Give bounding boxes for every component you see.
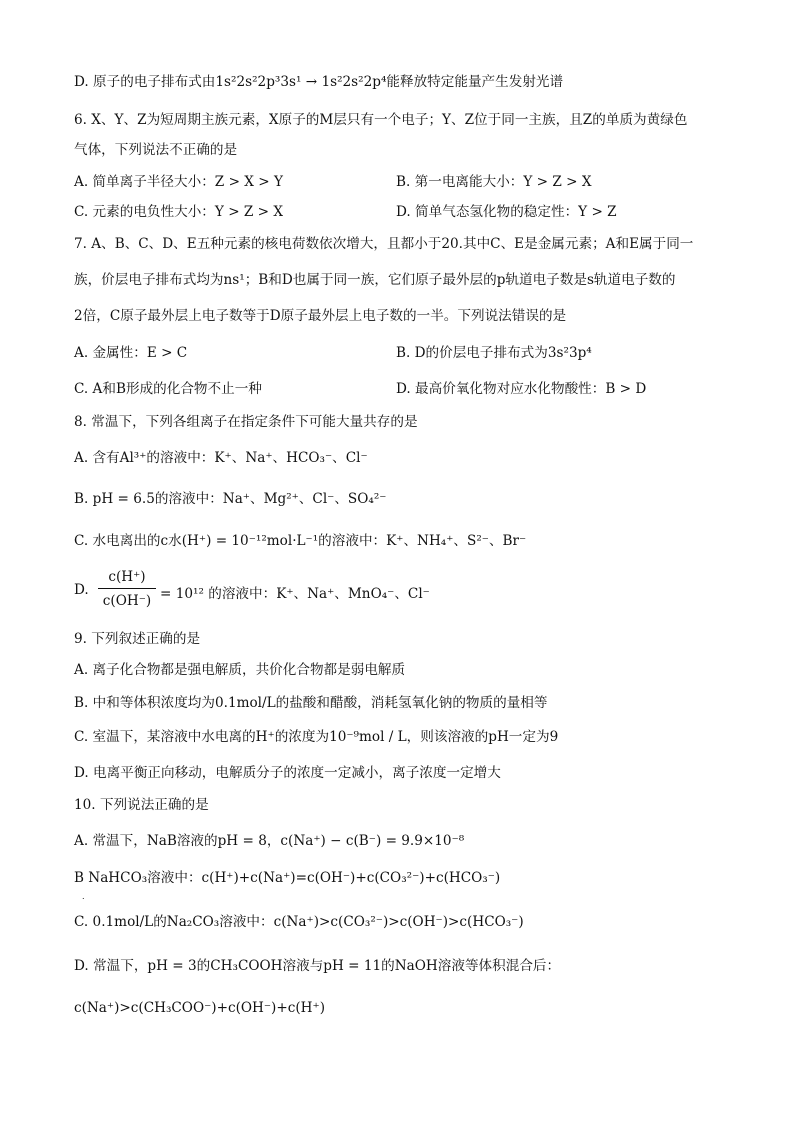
fraction <box>98 566 156 613</box>
option-10-d-cont: c(Na⁺)>c(CH₃COO⁻)+c(OH⁻)+c(H⁺) <box>74 1000 325 1016</box>
option-8-d-text: = 10¹² 的溶液中：K⁺、Na⁺、MnO₄⁻、Cl⁻ <box>160 586 430 602</box>
option-10-c: C. 0.1mol/L的Na₂CO₃溶液中：c(Na⁺)>c(CO₃²⁻)>c(OH⁻)>c(HCO₃⁻) <box>74 914 524 930</box>
question-6-stem: 6. X、Y、Z为短周期主族元素，X原子的M层只有一个电子；Y、Z位于同一主族，且Z的单质为黄绿色 <box>74 112 688 128</box>
option-10-b: B NaHCO₃溶液中：c(H⁺)+c(Na⁺)=c(OH⁻)+c(CO₃²⁻)+c(HCO₃⁻) <box>74 870 501 886</box>
question-9-stem: 9. 下列叙述正确的是 <box>74 631 201 647</box>
option-8-b: B. pH = 6.5的溶液中：Na⁺、Mg²⁺、Cl⁻、SO₄²⁻ <box>74 491 387 507</box>
question-7-stem: 7. A、B、C、D、E五种元素的核电荷数依次增大，且都小于20.其中C、E是金属元素；A和E属于同一 <box>74 236 694 252</box>
option-8-c: C. 水电离出的c水(H⁺) = 10⁻¹²mol·L⁻¹的溶液中：K⁺、NH₄⁺、S²⁻、Br⁻ <box>74 533 527 549</box>
option-7-c: C. A和B形成的化合物不止一种 <box>74 381 262 397</box>
option-6-a: A. 简单离子半径大小：Z > X > Y <box>74 174 283 190</box>
option-6-b: B. 第一电离能大小：Y > Z > X <box>396 174 592 190</box>
option-7-d: D. 最高价氧化物对应水化物酸性：B > D <box>396 381 647 397</box>
option-9-a: A. 离子化合物都是强电解质，共价化合物都是弱电解质 <box>74 662 406 678</box>
option-6-c: C. 元素的电负性大小：Y > Z > X <box>74 204 284 220</box>
option-8-d-label: D. <box>74 582 89 598</box>
option-8-a: A. 含有Al³⁺的溶液中：K⁺、Na⁺、HCO₃⁻、Cl⁻ <box>74 450 368 466</box>
fraction-denominator: c(OH⁻) <box>102 593 152 609</box>
question-7-stem-cont2: 2倍，C原子最外层上电子数等于D原子最外层上电子数的一半。下列说法错误的是 <box>74 308 567 324</box>
option-10-a: A. 常温下，NaB溶液的pH = 8，c(Na⁺) − c(B⁻) = 9.9×10⁻⁸ <box>74 833 465 849</box>
question-7-stem-cont: 族，价层电子排布式均为ns¹；B和D也属于同一族，它们原子最外层的p轨道电子数是s轨道电子数的 <box>74 272 676 288</box>
option-5-d: D. 原子的电子排布式由1s²2s²2p³3s¹ → 1s²2s²2p⁴能释放特定能量产生发射光谱 <box>74 74 564 90</box>
fraction-numerator: c(H⁺) <box>98 566 156 589</box>
option-6-d: D. 简单气态氢化物的稳定性：Y > Z <box>396 204 617 220</box>
option-7-b: B. D的价层电子排布式为3s²3p⁴ <box>396 345 592 361</box>
question-6-stem-cont: 气体，下列说法不正确的是 <box>74 142 238 158</box>
question-8-stem: 8. 常温下，下列各组离子在指定条件下可能大量共存的是 <box>74 414 418 430</box>
option-9-b: B. 中和等体积浓度均为0.1mol/L的盐酸和醋酸，消耗氢氧化钠的物质的量相等 <box>74 695 548 711</box>
option-7-a: A. 金属性：E > C <box>74 345 188 361</box>
question-10-stem: 10. 下列说法正确的是 <box>74 797 209 813</box>
option-9-d: D. 电离平衡正向移动，电解质分子的浓度一定减小，离子浓度一定增大 <box>74 765 501 781</box>
scan-mark: . <box>82 892 85 901</box>
option-10-d: D. 常温下，pH = 3的CH₃COOH溶液与pH = 11的NaOH溶液等体积混合后： <box>74 958 561 974</box>
option-9-c: C. 室温下，某溶液中水电离的H⁺的浓度为10⁻⁹mol / L，则该溶液的pH一定为9 <box>74 729 559 745</box>
